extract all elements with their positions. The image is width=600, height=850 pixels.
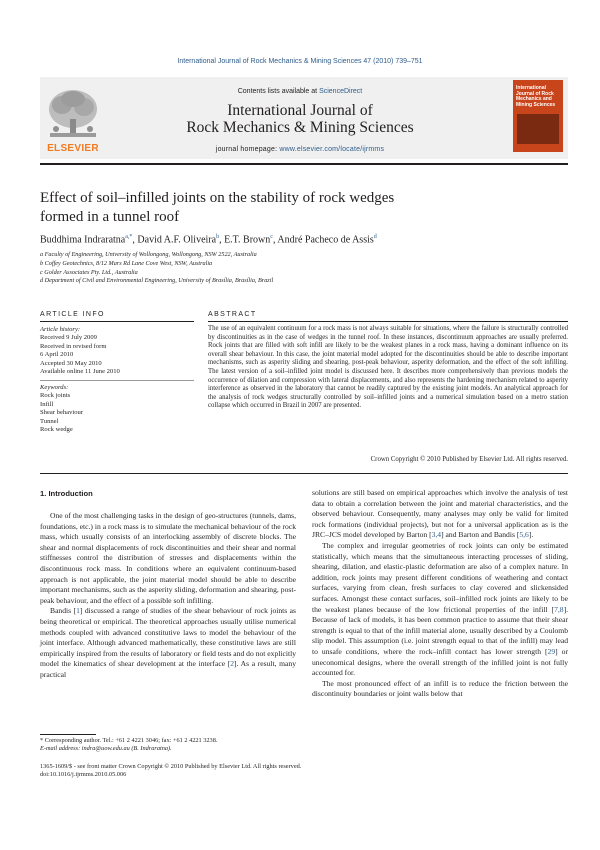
text-run: The complex and irregular geometries of rock joints can only be estimated statistically, which means that the simultaneous interacting processes of sliding, shearing, dilation, and elastic-plastic deformation are also of a complex nature. In addition, rock joints may present different conditions of weathering and contact surfaces, varying from clean, fresh surfaces to clay covered and slickensided surfaces. Amongst these contact surfaces, soil–infilled rock joints are likely to be the weakest planes because of the low frictional properties of the infill [: [312, 540, 568, 614]
affiliation: c Golder Associates Pty. Ltd., Australia: [40, 268, 138, 276]
doi-line[interactable]: doi:10.1016/j.ijrmms.2010.05.006: [40, 771, 127, 778]
body-paragraph: [40, 606, 296, 680]
issn-doi: [40, 763, 440, 779]
keyword: Rock wedge: [40, 426, 73, 434]
keyword: Infill: [40, 400, 54, 408]
citation-link[interactable]: 2: [230, 659, 235, 669]
author-name[interactable]: David A.F. Oliveira: [137, 234, 217, 246]
text-run: ].: [528, 530, 534, 540]
text-run: ] or uneconomical designs, where the overall strength of the infilled joint is not fully accounted for.: [312, 646, 568, 678]
citation-link[interactable]: 5,6: [519, 530, 529, 540]
contents-line: [0, 88, 600, 95]
journal-title-line1: International Journal of: [227, 102, 373, 119]
journal-cover-image: [513, 80, 563, 152]
author-affiliation-marker[interactable]: b: [216, 234, 220, 240]
header-rule: [40, 163, 568, 165]
abstract-copyright: Crown Copyright © 2010 Published by Elsevier Ltd. All rights reserved.: [370, 456, 568, 463]
text-run: ] and Barton and Bandis [: [441, 530, 520, 540]
body-paragraph: One of the most challenging tasks in the design of geo-structures (tunnels, dams, foundations, etc.) in a rock mass is to simulate the mechanical behaviour of the rock mass, which usually consists of an interlocking assembly of discrete blocks. The shear and normal displacements of rock discontinuities and their shear and normal stiffnesses control the distribution of stresses and displacements within the discontinuous rock mass. In conditions where an equivalent continuum-based approach is not applicable, the joint material model should be able to describe important mechanisms, such as the asperity sliding, deformation and shearing, post-peak behaviour, and the effect of a possible soft infilling.: [40, 511, 296, 605]
corresponding-author: * Corresponding author. Tel.: +61 2 4221 3046; fax: +61 2 4221 3238.: [40, 737, 218, 744]
article-title-line1: Effect of soil–infilled joints on the stability of rock wedges: [40, 190, 395, 206]
article-title-line2: formed in a tunnel roof: [40, 209, 180, 225]
author-name[interactable]: Buddhima Indraratna: [40, 234, 126, 246]
text-run: ]. As a result, many practical: [40, 659, 296, 679]
article-history: [40, 326, 194, 376]
keyword: Shear behaviour: [40, 409, 84, 417]
history-entry: Available online 11 June 2010: [40, 368, 120, 376]
author-affiliation-marker[interactable]: d: [373, 234, 377, 240]
body-paragraph: The most pronounced effect of an infill is to reduce the friction between the discontinuity boundaries or joint walls below that: [312, 678, 568, 699]
text-run: ] discussed a range of studies of the shear behaviour of rock joints as being theoretical or empirical. The theoretical approaches usually utilise numerical methods coupled with advanced constitutive laws to model the behaviour of the joint interface. Although advanced mathematically, these constitutive laws are still empirically inspired from the results of laboratory or field tests and do not explicitly model the kinematics of shear development at the interface [: [40, 606, 296, 669]
affiliation-list: [40, 251, 440, 286]
affiliation: a Faculty of Engineering, University of Wollongong, Wollongong, NSW 2522, Australia: [40, 251, 257, 258]
author-affiliation-marker[interactable]: a,*: [125, 234, 133, 240]
email-address[interactable]: E-mail address: indra@uow.edu.au (B. Indraratna).: [40, 745, 172, 752]
history-entry: Accepted 30 May 2010: [40, 359, 102, 367]
section-heading-introduction: 1. Introduction: [40, 489, 93, 498]
text-run: solutions are still based on empirical approaches which involve the analysis of test data to obtain a correlation between the joint and material characteristics, and the observed behaviour. Consequently, many analyses may only be valid for limited rock formations (individual projects), but not for a universal application as is the JRC–JCS model developed by Barton [: [312, 488, 568, 540]
elsevier-wordmark: ELSEVIER: [47, 143, 99, 154]
author-list: Buddhima Indraratna$^{a,*}$, David A.F. Oliveira$^b$, E.T. Brown$^c$, André Pacheco de Assis$^d$: [40, 234, 377, 246]
article-info-divider: [40, 380, 194, 381]
affiliation: d Department of Civil and Environmental Engineering, University of Brasília, Brasília, Brazil: [40, 277, 274, 285]
citation-link[interactable]: 3,4: [431, 530, 442, 540]
abstract-text: The use of an equivalent continuum for a rock mass is not always suitable for situations, where the failure is structurally controlled by discontinuities as in the case of wedges in the tunnel roof. In these instances, discontinuum approaches are usually preferred. Rock joints that are filled with soft infill are likely to be the weakest planes in a rock mass, having a dominant influence on its overall shear behaviour. In this case, the joint material model adopted for the discontinuities should be able to describe important mechanisms, such as asperity sliding and shearing, post-peak behaviour, asperity deformation, and the effect of the soft infilling. The latest version of a soil–infilled joint model is discussed here. It describes more comprehensively than previous models the occurrence of dilation and compression with lateral displacements, and also represents the hardening mechanism related to asperity interference as observed in the laboratory that cannot be readily captured by the existing joint models. An analytical approach for the analysis of rock wedges structurally controlled by soil–infilled joints and a numerical simulation based on a metro station collapse which occurred in Brazil in 2007 are presented.: [208, 325, 568, 410]
history-entry: Received in revised form: [40, 342, 107, 350]
body-column-left: [40, 511, 296, 681]
abstract-heading: ABSTRACT: [208, 311, 257, 318]
footnote: [40, 737, 296, 753]
citation-link[interactable]: 1: [76, 606, 80, 616]
affiliation: b Coffey Geotechnics, 8/12 Mars Rd Lane Cove West, NSW, Australia: [40, 259, 213, 267]
citation-link[interactable]: 7,8: [554, 604, 564, 614]
keyword: Tunnel: [40, 417, 59, 425]
keywords: [40, 384, 194, 434]
homepage-prefix: journal homepage:: [215, 146, 280, 153]
homepage-link[interactable]: www.elsevier.com/locate/ijrmms: [279, 146, 385, 153]
body-paragraph: [312, 541, 568, 679]
contents-prefix: Contents lists available at: [237, 88, 320, 95]
abstract-rule: [208, 321, 568, 322]
author-name[interactable]: E.T. Brown: [224, 234, 271, 246]
author-name[interactable]: André Pacheco de Assis: [277, 234, 374, 246]
body-paragraph: [312, 488, 568, 541]
keyword: Rock joints: [40, 392, 71, 400]
history-entry: 6 April 2010: [40, 351, 74, 359]
cover-photo: [517, 114, 559, 144]
body-rule: [40, 473, 568, 474]
journal-title: [0, 102, 600, 136]
journal-citation[interactable]: International Journal of Rock Mechanics & Mining Sciences 47 (2010) 739–751: [177, 58, 423, 65]
body-column-right: [312, 488, 568, 700]
cover-title: International Journal of Rock Mechanics and Mining Sciences: [516, 85, 556, 108]
journal-title-line2: Rock Mechanics & Mining Sciences: [186, 119, 414, 136]
article-title: [40, 189, 480, 227]
author-affiliation-marker[interactable]: c: [270, 234, 273, 240]
article-info-heading: ARTICLE INFO: [40, 311, 105, 318]
article-info-rule: [40, 321, 194, 322]
journal-homepage: [0, 146, 600, 153]
history-entry: Received 9 July 2009: [40, 334, 97, 342]
keywords-label: Keywords:: [40, 384, 69, 391]
citation-link[interactable]: 29: [547, 646, 556, 656]
issn-line: 1365-1609/$ - see front matter Crown Copyright © 2010 Published by Elsevier Ltd. All rights reserved.: [40, 763, 302, 770]
sciencedirect-link[interactable]: ScienceDirect: [319, 88, 363, 95]
text-run: ]. Because of lack of models, it has been common practice to assume that their shear strength is equal to that of the infill material alone, usually described by a Coulomb slip model. This assumption (i.e. joint strength equal to that of the infill) may lead to unsafe conditions, where the rock–infill contact has lower strength [: [312, 604, 568, 656]
footnote-rule: [40, 734, 96, 735]
text-run: Bandis [: [50, 606, 77, 616]
history-label: Article history:: [40, 326, 81, 333]
